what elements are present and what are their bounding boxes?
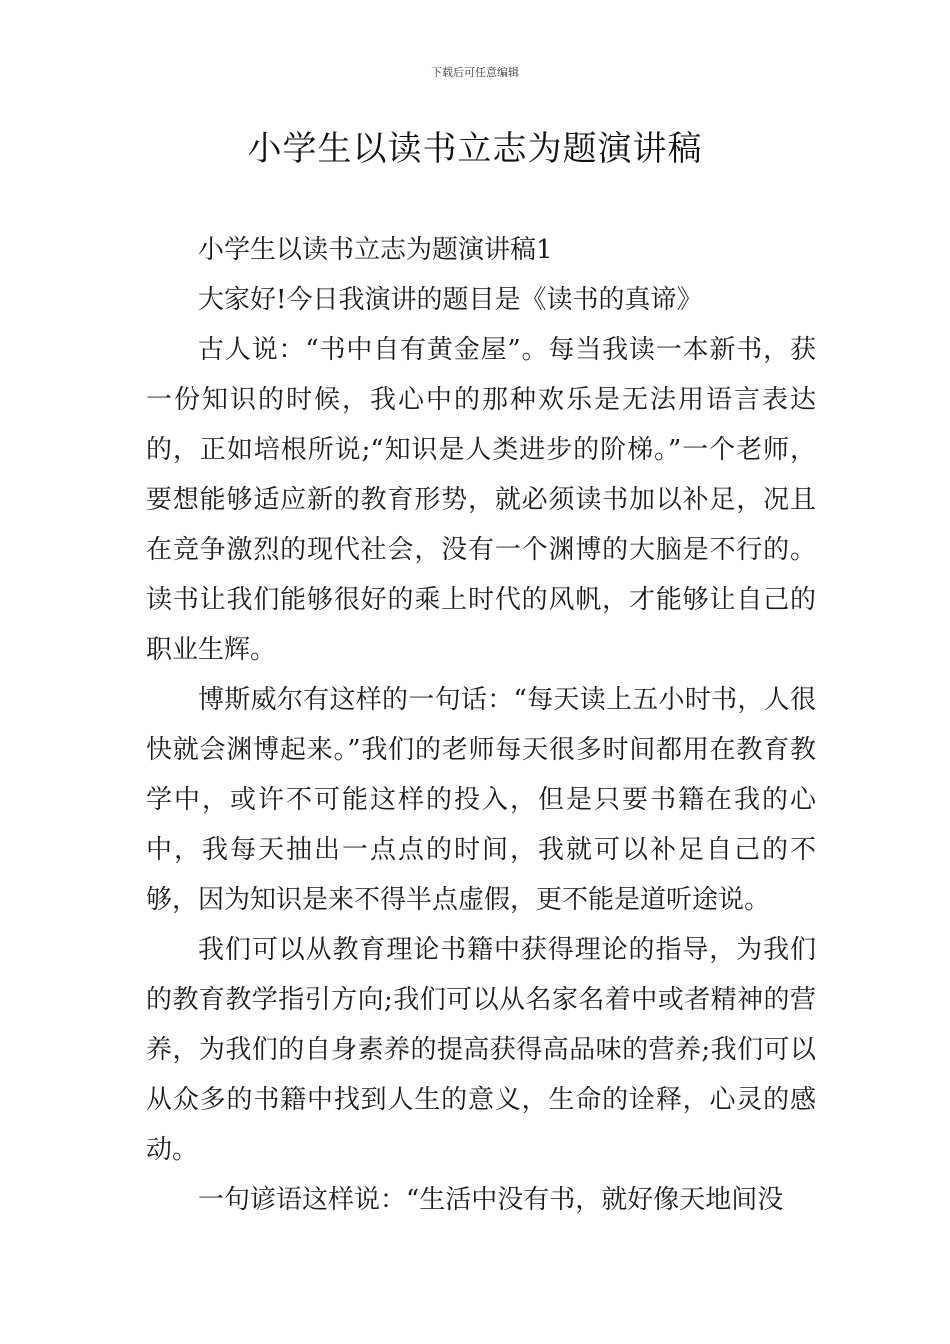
paragraph-subtitle: 小学生以读书立志为题演讲稿1	[198, 235, 553, 265]
paragraph: 我们可以从教育理论书籍中获得理论的指导，为我们的教育教学指引方向;我们可以从名家名着中或者精神的营养，为我们的自身素养的提高获得高品味的营养;我们可以从众多的书籍中找到人生的意义，生命的诠释，心灵的感动。	[146, 935, 816, 1165]
paragraph: 古人说：“书中自有黄金屋”。每当我读一本新书，获一份知识的时候，我心中的那种欢乐是无法用语言表达的，正如培根所说;“知识是人类进步的阶梯。”一个老师，要想能够适应新的教育形势，就必须读书加以补足，况且在竞争激烈的现代社会，没有一个渊博的大脑是不行的。读书让我们能够很好的乘上时代的风帆，才能够让自己的职业生辉。	[146, 335, 816, 665]
header-note: 下载后可任意编辑	[431, 66, 519, 79]
paragraph-greeting: 大家好!今日我演讲的题目是《读书的真谛》	[198, 285, 703, 315]
paragraph: 一句谚语这样说：“生活中没有书，就好像天地间没	[198, 1185, 784, 1215]
paragraph: 博斯威尔有这样的一句话：“每天读上五小时书，人很快就会渊博起来。”我们的老师每天很多时间都用在教育教学中，或许不可能这样的投入，但是只要书籍在我的心中，我每天抽出一点点的时间，我就可以补足自己的不够，因为知识是来不得半点虚假，更不能是道听途说。	[146, 685, 816, 915]
document-title: 小学生以读书立志为题演讲稿	[247, 129, 703, 169]
document-body	[146, 225, 816, 1225]
